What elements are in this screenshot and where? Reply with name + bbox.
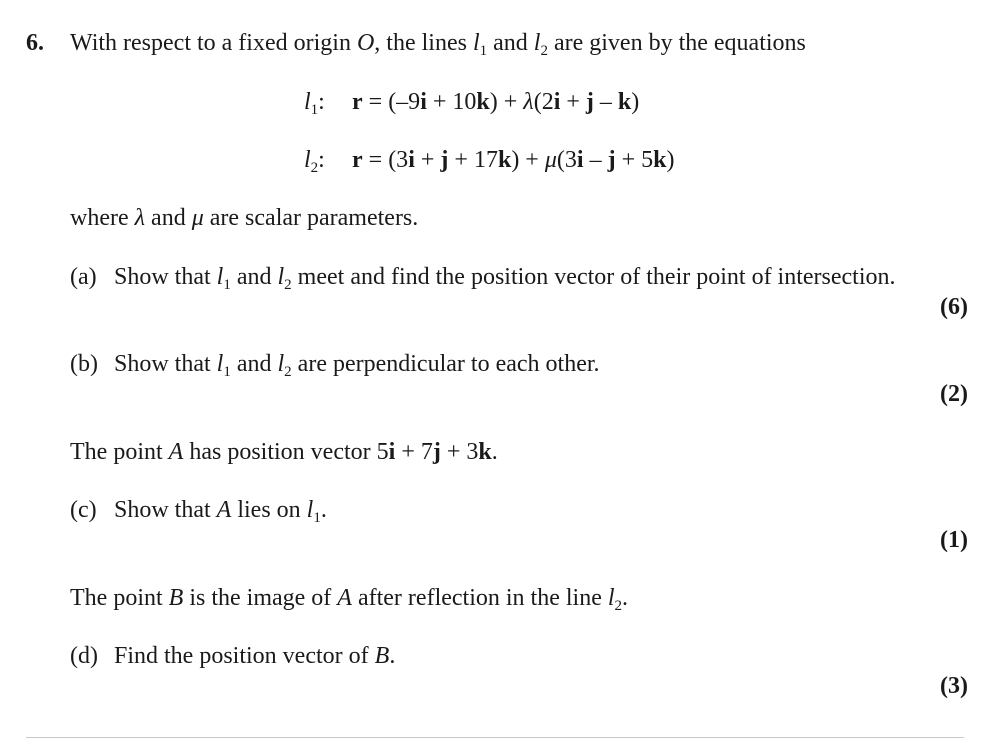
- part-a-label: (a): [70, 264, 97, 290]
- equation-label-l2: $l_2$:: [304, 147, 325, 176]
- question-number: 6.: [26, 30, 44, 56]
- equation-label-l1: $l_1$:: [304, 89, 325, 118]
- point-a-statement: The point A has position vector 5i + 7j + 3k.: [70, 439, 498, 465]
- part-b: (b) Show that $l_1$ and $l_2$ are perpendicular to each other.: [70, 351, 600, 380]
- equation-line-2: $l_2$: r = (3i + j + 17k) + μ(3i – j + 5k): [304, 147, 675, 176]
- part-b-label: (b): [70, 351, 98, 377]
- origin-symbol: O: [356, 30, 375, 56]
- part-a-marks: (6): [940, 294, 968, 320]
- part-d-marks: (3): [940, 673, 968, 699]
- where-statement: where λ and μ are scalar parameters.: [70, 205, 419, 231]
- equation-line-1: $l_1$: r = (–9i + 10k) + λ(2i + j – k): [304, 89, 640, 118]
- bottom-divider: [26, 737, 964, 738]
- part-c: (c) Show that A lies on $l_1$.: [70, 497, 327, 526]
- point-b-statement: The point B is the image of A after reflection in the line $l_2$.: [70, 585, 629, 614]
- part-b-marks: (2): [940, 381, 968, 407]
- part-d: (d) Find the position vector of B.: [70, 643, 396, 669]
- part-d-label: (d): [70, 643, 98, 669]
- part-c-marks: (1): [940, 527, 968, 553]
- part-a: (a) Show that $l_1$ and $l_2$ meet and find the position vector of their point of intersection.: [70, 264, 896, 293]
- question-intro: With respect to a fixed origin O, the lines $l_1$ and $l_2$ are given by the equations: [70, 30, 806, 59]
- part-c-label: (c): [70, 497, 97, 523]
